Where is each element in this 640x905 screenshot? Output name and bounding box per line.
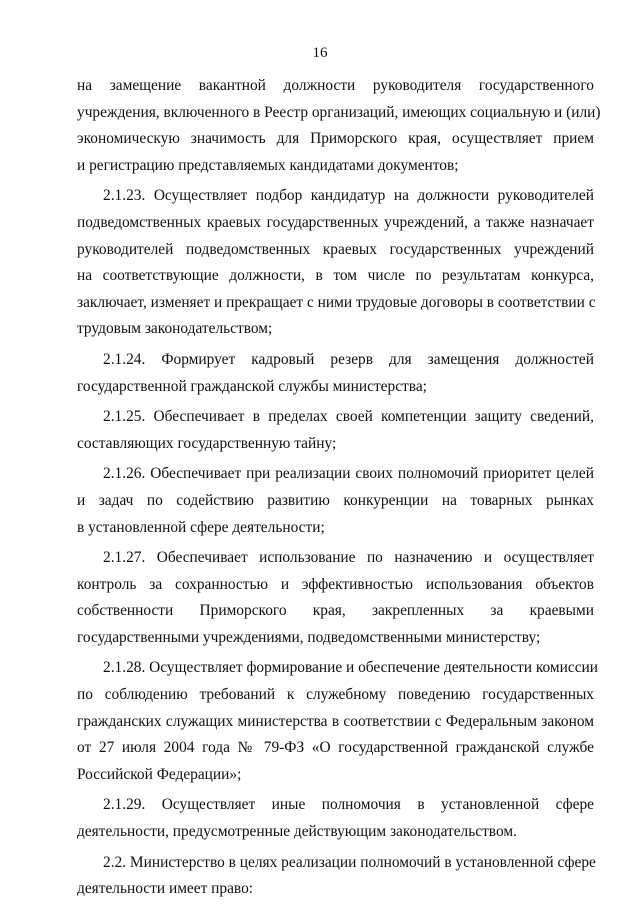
text-line: на замещение вакантной должности руководителя государственного xyxy=(77,77,594,94)
paragraph-2-1-29 xyxy=(77,792,594,845)
paragraph-2-1-24 xyxy=(77,347,594,400)
page-number: 16 xyxy=(312,45,328,61)
text-line: составляющих государственную тайну; xyxy=(77,434,337,452)
text-line: на соответствующие должности, в том числе по результатам конкурса, xyxy=(77,267,594,285)
text-line: от 27 июля 2004 года № 79-ФЗ «О государственной гражданской службе xyxy=(77,739,594,757)
text-line: по соблюдению требований к служебному поведению государственных xyxy=(77,686,594,704)
text-line: 2.1.25. Обеспечивает в пределах своей компетенции защиту сведений, xyxy=(103,408,594,426)
text-line: 2.1.23. Осуществляет подбор кандидатур на должности руководителей xyxy=(103,187,594,205)
text-line: гражданских служащих министерства в соответствии с Федеральным законом xyxy=(77,712,594,730)
text-line: контроль за сохранностью и эффективностью использования объектов xyxy=(77,575,594,593)
text-line: трудовым законодательством; xyxy=(77,320,273,338)
paragraph-2-2 xyxy=(77,850,594,903)
text-line: в установленной сфере деятельности; xyxy=(77,518,325,536)
paragraph-2-1-26 xyxy=(77,461,594,541)
text-line: экономическую значимость для Приморского края, осуществляет прием xyxy=(77,130,594,148)
text-line: собственности Приморского края, закрепленных за краевыми xyxy=(77,602,594,620)
text-line: деятельности, предусмотренные действующим законодательством. xyxy=(77,823,517,841)
paragraph-2-1-23 xyxy=(77,183,594,343)
text-line: 2.2. Министерство в целях реализации полномочий в установленной сфере xyxy=(103,853,596,871)
text-line: руководителей подведомственных краевых государственных учреждений xyxy=(77,240,594,258)
text-line: деятельности имеет право: xyxy=(77,880,254,898)
text-line: подведомственных краевых государственных учреждений, а также назначает xyxy=(77,213,594,231)
text-line: 2.1.29. Осуществляет иные полномочия в установленной сфере xyxy=(103,796,594,814)
text-line: и регистрацию представляемых кандидатами документов; xyxy=(77,156,459,174)
text-line: государственными учреждениями, подведомственными министерству; xyxy=(77,628,541,646)
paragraph-continuation xyxy=(77,73,601,179)
document-body xyxy=(77,73,601,903)
paragraph-2-1-28 xyxy=(77,655,599,788)
paragraph-2-1-27 xyxy=(77,545,594,651)
text-line: 2.1.24. Формирует кадровый резерв для замещения должностей xyxy=(103,350,594,368)
text-line: учреждения, включенного в Реестр организаций, имеющих социальную и (или) xyxy=(77,103,601,121)
text-line: и задач по содействию развитию конкуренции на товарных рынках xyxy=(77,491,594,509)
text-line: 2.1.26. Обеспечивает при реализации своих полномочий приоритет целей xyxy=(103,465,594,483)
text-line: заключает, изменяет и прекращает с ними трудовые договоры в соответствии с xyxy=(77,293,596,311)
text-line: 2.1.27. Обеспечивает использование по назначению и осуществляет xyxy=(103,549,594,567)
text-line: государственной гражданской службы министерства; xyxy=(77,377,427,395)
paragraph-2-1-25 xyxy=(77,404,594,457)
text-line: 2.1.28. Осуществляет формирование и обеспечение деятельности комиссии xyxy=(103,659,599,677)
text-line: Российской Федерации»; xyxy=(77,765,242,783)
